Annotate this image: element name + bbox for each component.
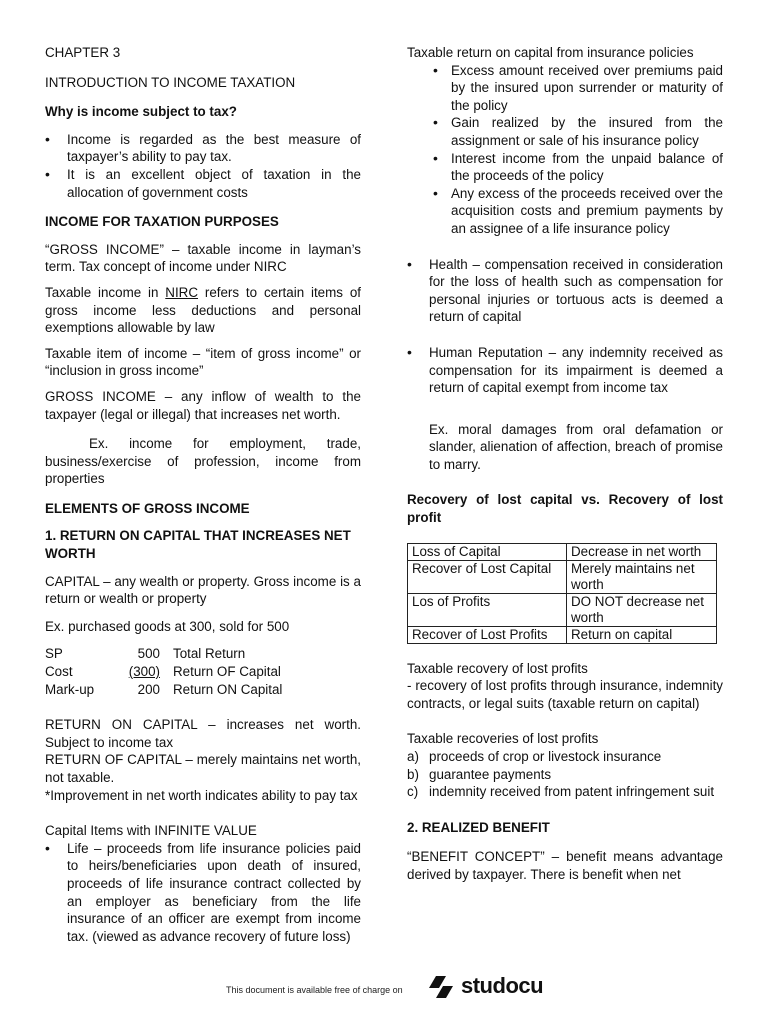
taxable-income-paragraph — [45, 284, 361, 337]
list-item — [407, 783, 723, 801]
list-item-label: b) — [407, 766, 419, 782]
example-income-paragraph: Ex. income for employment, trade, business/exercise of profession, income from properties — [45, 436, 361, 487]
chapter-label: CHAPTER 3 — [45, 45, 121, 60]
insurance-section — [407, 44, 723, 238]
table-row — [408, 626, 717, 643]
return-of-capital-note: RETURN OF CAPITAL – merely maintains net worth, not taxable. — [45, 752, 361, 785]
right-column — [407, 44, 723, 884]
studocu-logo-icon[interactable] — [425, 972, 457, 1002]
markup-calculation — [45, 645, 282, 698]
calc-label: Cost — [45, 664, 73, 680]
itp-heading: INCOME FOR TAXATION PURPOSES — [45, 214, 279, 230]
return-on-capital-heading: 1. RETURN ON CAPITAL THAT INCREASES NET WORTH — [45, 528, 351, 562]
infinite-value-heading: Capital Items with INFINITE VALUE — [45, 823, 257, 839]
calc-label: SP — [45, 646, 63, 662]
gross-income-definition: “GROSS INCOME” – taxable income in layman’s term. Tax concept of income under NIRC — [45, 241, 361, 275]
health-bullet-list — [407, 256, 723, 326]
why-bullet-item: • It is an excellent object of taxation in the allocation of government costs — [45, 166, 361, 201]
insurance-heading: Taxable return on capital from insurance policies — [407, 45, 694, 60]
capital-definition: CAPITAL – any wealth or property. Gross income is a return or wealth or property — [45, 573, 361, 607]
table-row — [408, 543, 717, 560]
return-on-capital-note: RETURN ON CAPITAL – increases net worth. Subject to income tax — [45, 717, 361, 750]
list-item — [407, 766, 723, 784]
footer — [0, 970, 768, 1002]
purchase-example: Ex. purchased goods at 300, sold for 500 — [45, 618, 290, 634]
recovery-heading: Recovery of lost capital vs. Recovery of lost profit — [407, 492, 723, 526]
list-item — [407, 748, 723, 766]
table-cell: DO NOT decrease net worth — [567, 593, 717, 626]
calc-label: Mark-up — [45, 681, 95, 697]
taxable-income-pre: Taxable income in — [45, 284, 166, 300]
insurance-bullet-item: • Gain realized by the insured from the assignment or sale of his insurance policy — [429, 114, 723, 149]
calc-row — [45, 645, 282, 663]
table-row — [408, 593, 717, 626]
list-item-label: a) — [407, 749, 419, 765]
calc-amount: 200 — [137, 681, 160, 697]
list-item-text: indemnity received from patent infringement suit — [429, 784, 715, 800]
health-bullet-item: • Health – compensation received in consideration for the loss of health such as compensation for personal injuries or tortuous acts is deemed a return of capital — [407, 256, 723, 326]
table-cell: Loss of Capital — [408, 543, 567, 560]
calc-row — [45, 681, 282, 699]
taxable-recovery-text: - recovery of lost profits through insurance, indemnity contracts, or legal suits (taxable return on capital) — [407, 678, 723, 711]
nirc-link[interactable]: NIRC — [165, 284, 199, 300]
calc-row — [45, 663, 282, 681]
studocu-brand[interactable]: studocu — [461, 973, 544, 998]
reputation-bullet-item: • Human Reputation – any indemnity received as compensation for its impairment is deemed a return of capital exempt from income tax — [407, 344, 723, 397]
table-row — [408, 560, 717, 593]
chapter-title: INTRODUCTION TO INCOME TAXATION — [45, 74, 296, 90]
calc-amount: (300) — [128, 664, 160, 680]
calc-amount: 500 — [137, 646, 160, 662]
infinite-value-list — [45, 840, 361, 946]
list-item-label: c) — [407, 784, 419, 800]
table-cell: Recover of Lost Profits — [408, 626, 567, 643]
table-cell: Los of Profits — [408, 593, 567, 626]
calc-desc: Return OF Capital — [173, 664, 281, 680]
infinite-value-item: • Life – proceeds from life insurance policies paid to heirs/beneficiaries upon death of insured, proceeds of life insurance contract collected by an employer as beneficiary from the life insurance of an officer are exempt from income tax. (viewed as advance recovery of future loss) — [45, 840, 361, 946]
table-cell: Return on capital — [567, 626, 717, 643]
taxable-item-paragraph: Taxable item of income – “item of gross income” or “inclusion in gross income” — [45, 345, 361, 379]
calc-desc: Total Return — [173, 646, 246, 662]
moral-damages-example: Ex. moral damages from oral defamation or slander, alienation of affection, breach of promise to marry. — [429, 421, 723, 472]
improvement-note: *Improvement in net worth indicates ability to pay tax — [45, 787, 358, 803]
recoveries-list — [407, 748, 723, 801]
insurance-bullet-item: • Any excess of the proceeds received over the acquisition costs and premium payments by an assignee of a life insurance policy — [429, 185, 723, 238]
insurance-bullet-item: • Excess amount received over premiums paid by the insured upon surrender or maturity of the policy — [429, 62, 723, 115]
calc-desc: Return ON Capital — [173, 681, 283, 697]
footer-availability-text: This document is available free of charge on — [226, 985, 403, 995]
list-item-text: guarantee payments — [429, 766, 552, 782]
table-cell: Merely maintains net worth — [567, 560, 717, 593]
elements-heading: ELEMENTS OF GROSS INCOME — [45, 500, 250, 516]
reputation-bullet-list — [407, 344, 723, 397]
why-heading: Why is income subject to tax? — [45, 104, 237, 120]
left-column — [45, 44, 361, 945]
why-bullet-item: • Income is regarded as the best measure of taxpayer’s ability to pay tax. — [45, 131, 361, 166]
insurance-bullet-item: • Interest income from the unpaid balance of the proceeds of the policy — [429, 150, 723, 185]
recovery-table — [407, 543, 717, 644]
insurance-bullet-list — [429, 62, 723, 238]
list-item-text: proceeds of crop or livestock insurance — [429, 749, 662, 765]
taxable-recovery-title: Taxable recovery of lost profits — [407, 660, 588, 676]
why-bullet-list — [45, 131, 361, 201]
taxable-income-post: refers to certain items of gross income less deductions and personal exemptions allowable by law — [45, 284, 361, 336]
recoveries-title: Taxable recoveries of lost profits — [407, 731, 599, 747]
table-cell: Decrease in net worth — [567, 543, 717, 560]
benefit-concept-paragraph: “BENEFIT CONCEPT” – benefit means advantage derived by taxpayer. There is benefit when net — [407, 849, 723, 882]
gross-income-inflow-paragraph: GROSS INCOME – any inflow of wealth to the taxpayer (legal or illegal) that increases net worth. — [45, 388, 361, 422]
realized-benefit-heading: 2. REALIZED BENEFIT — [407, 819, 550, 835]
table-cell: Recover of Lost Capital — [408, 560, 567, 593]
